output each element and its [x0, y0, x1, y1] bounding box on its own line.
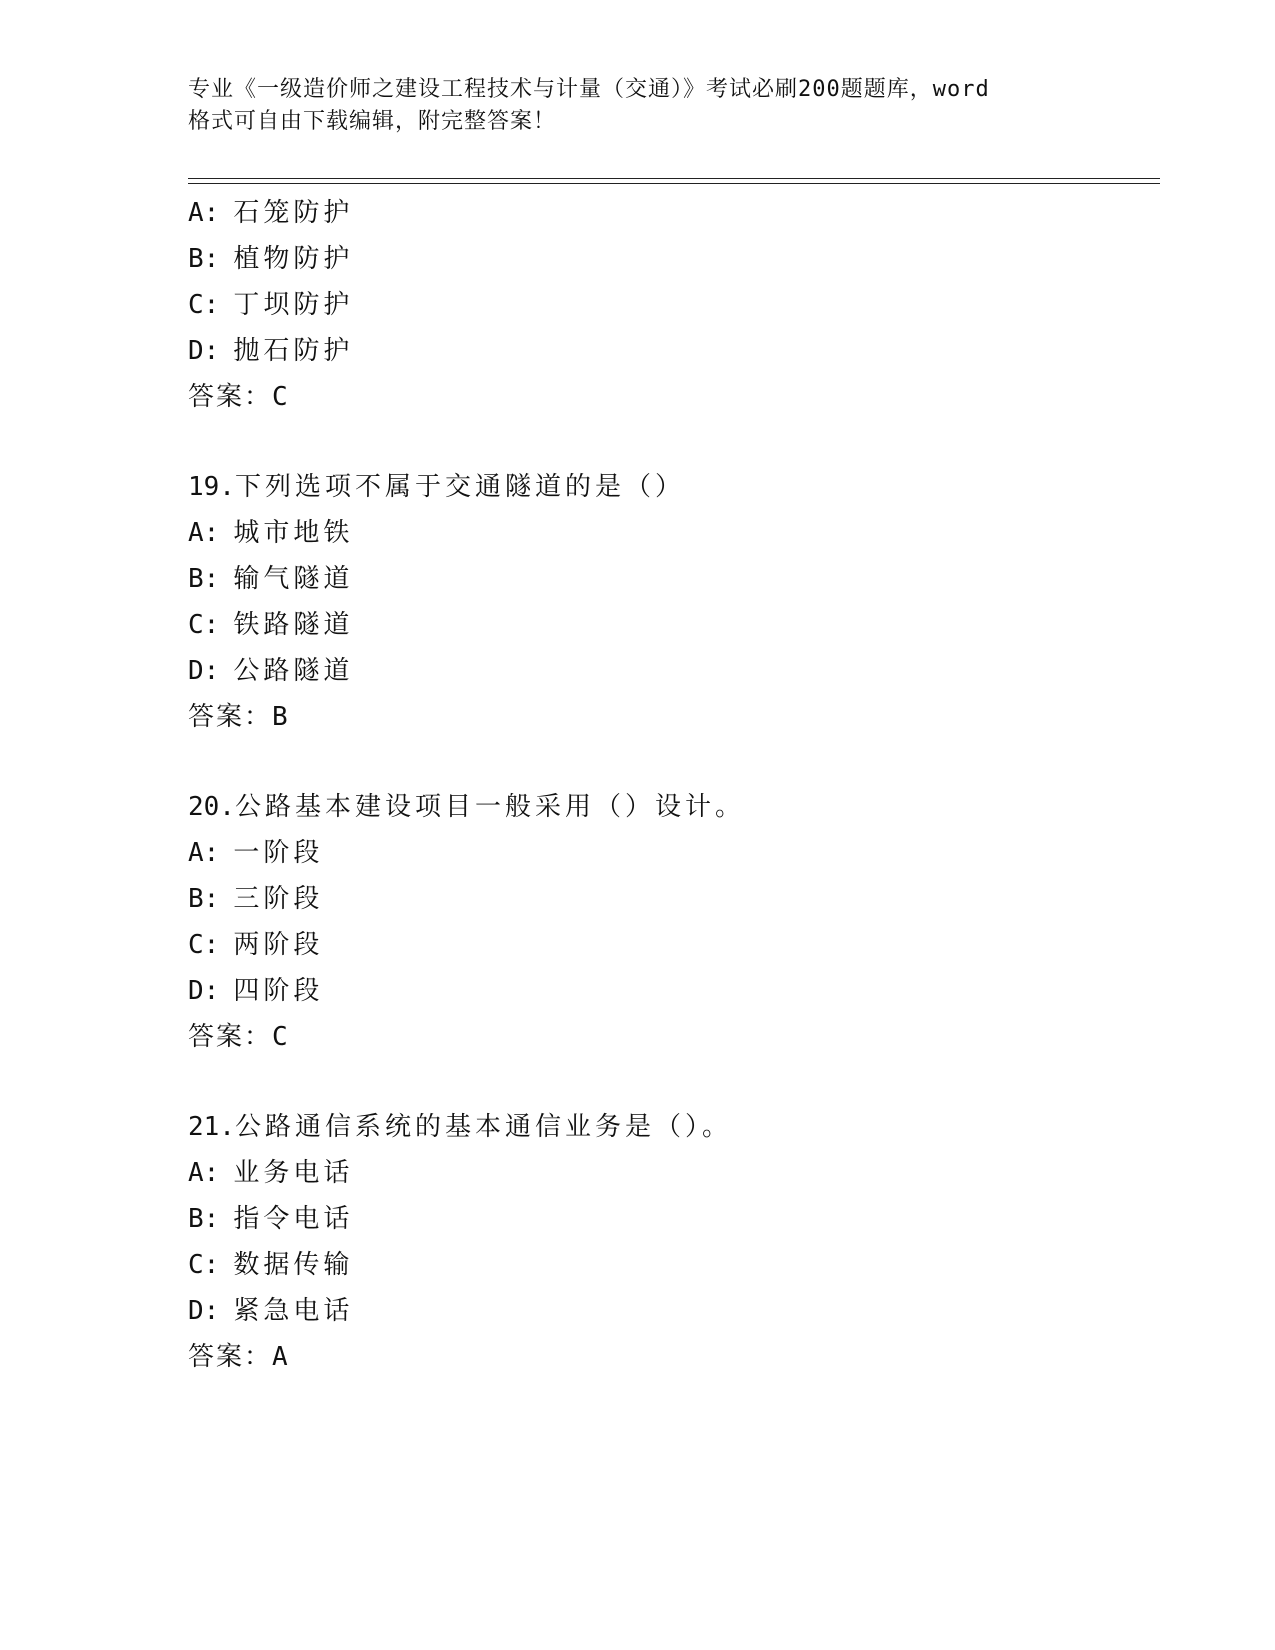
answer-line [188, 694, 1158, 740]
answer-value: C [272, 1022, 288, 1052]
question-text: 公路基本建设项目一般采用（）设计。 [234, 792, 745, 822]
option-b: B: 植物防护 [188, 244, 354, 274]
question-number: 20. [188, 792, 235, 822]
question-stem [188, 1104, 1158, 1150]
option-b: B: 输气隧道 [188, 564, 354, 594]
answer-value: B [272, 702, 288, 732]
answer-label: 答案： [188, 1342, 273, 1372]
option-c: C: 数据传输 [188, 1250, 354, 1280]
option-a: A: 一阶段 [188, 838, 324, 868]
question-stem [188, 464, 1158, 510]
answer-value: C [272, 382, 288, 412]
option-b: B: 指令电话 [188, 1204, 354, 1234]
option-c: C: 丁坝防护 [188, 290, 354, 320]
answer-line [188, 1014, 1158, 1060]
header-title-line-2: 格式可自由下载编辑，附完整答案！ [188, 109, 557, 134]
answer-line [188, 374, 1158, 420]
question-block-21 [188, 1104, 1158, 1380]
option-a: A: 石笼防护 [188, 198, 354, 228]
answer-value: A [272, 1342, 288, 1372]
question-block-20 [188, 784, 1158, 1060]
answer-label: 答案： [188, 382, 273, 412]
option-b: B: 三阶段 [188, 884, 324, 914]
option-a: A: 城市地铁 [188, 518, 354, 548]
option-c: C: 铁路隧道 [188, 610, 354, 640]
question-text: 公路通信系统的基本通信业务是（）。 [234, 1112, 732, 1142]
answer-label: 答案： [188, 1022, 273, 1052]
question-block-partial [188, 190, 1158, 420]
option-a: A: 业务电话 [188, 1158, 354, 1188]
option-d: D: 抛石防护 [188, 336, 354, 366]
question-list [188, 190, 1158, 1380]
answer-line [188, 1334, 1158, 1380]
question-number: 21. [188, 1112, 235, 1142]
question-text: 下列选项不属于交通隧道的是（） [234, 472, 685, 502]
question-stem [188, 784, 1158, 830]
document-header [188, 74, 1078, 138]
option-d: D: 紧急电话 [188, 1296, 354, 1326]
answer-label: 答案： [188, 702, 273, 732]
option-d: D: 四阶段 [188, 976, 324, 1006]
option-c: C: 两阶段 [188, 930, 324, 960]
header-title-line-1: 专业《一级造价师之建设工程技术与计量（交通）》考试必刷200题题库，word [188, 77, 990, 102]
header-divider-top [188, 178, 1160, 179]
option-d: D: 公路隧道 [188, 656, 354, 686]
question-number: 19. [188, 472, 235, 502]
header-divider-bottom [188, 183, 1160, 184]
question-block-19 [188, 464, 1158, 740]
